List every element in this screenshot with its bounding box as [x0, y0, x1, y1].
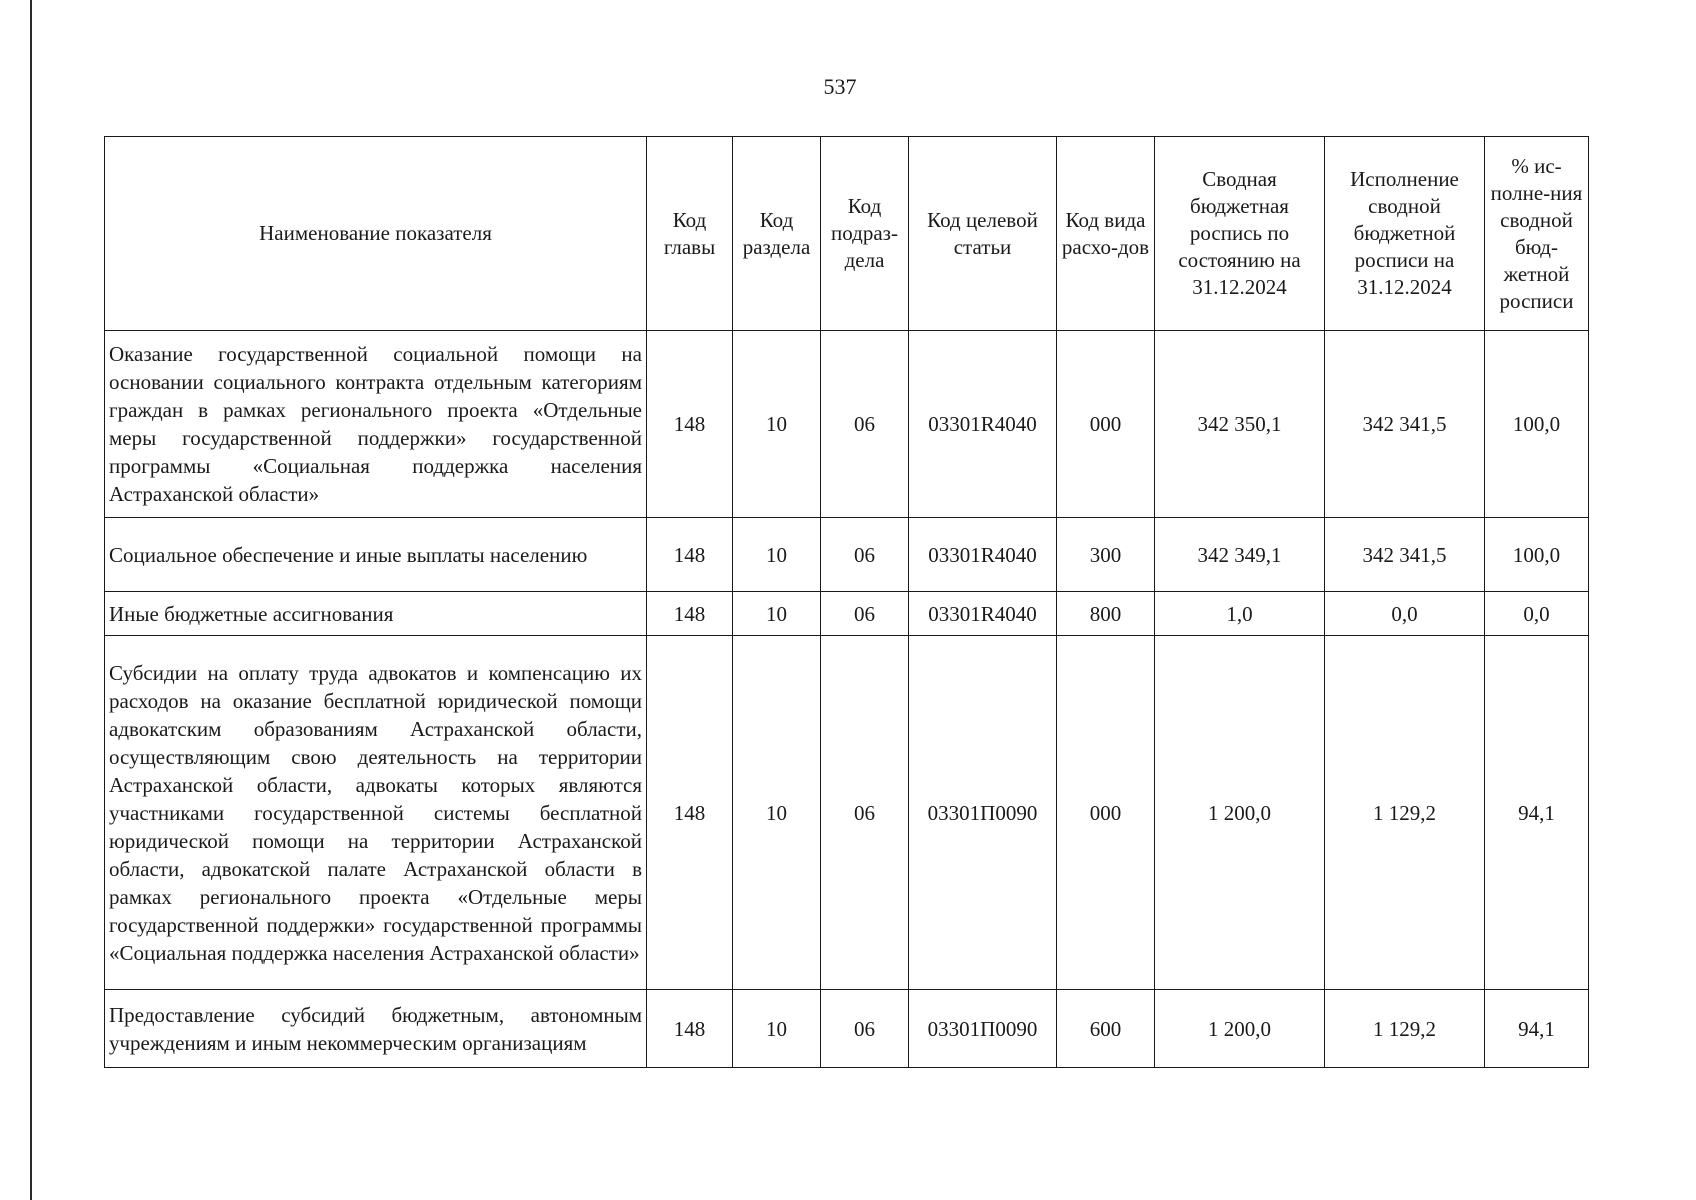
header-section-code: Код раздела	[733, 137, 821, 331]
row-target-article-code: 03301R4040	[909, 518, 1057, 592]
row-budget-plan: 342 349,1	[1155, 518, 1325, 592]
row-expense-type-code: 600	[1057, 990, 1155, 1068]
row-subsection-code: 06	[821, 990, 909, 1068]
row-expense-type-code: 000	[1057, 331, 1155, 518]
row-section-code: 10	[733, 518, 821, 592]
header-execution-percent: % ис-полне-ния сводной бюд-жетной росписи	[1485, 137, 1589, 331]
budget-execution-table	[104, 136, 1589, 1068]
row-target-article-code: 03301П0090	[909, 990, 1057, 1068]
row-target-article-code: 03301R4040	[909, 331, 1057, 518]
row-budget-plan: 1 200,0	[1155, 990, 1325, 1068]
row-subsection-code: 06	[821, 592, 909, 636]
row-section-code: 10	[733, 331, 821, 518]
table-row	[105, 592, 1589, 636]
row-indicator-name: Субсидии на оплату труда адвокатов и компенсацию их расходов на оказание бесплатной юридической помощи адвокатским образованиям Астраханской области, осуществляющим свою деятельность на территории Астраханской области, адвокаты которых являются участниками государственной системы бесплатной юридической помощи на территории Астраханской области, адвокатской палате Астраханской области в рамках регионального проекта «Отдельные меры государственной поддержки» государственной программы «Социальная поддержка населения Астраханской области»	[105, 636, 647, 990]
table-row	[105, 331, 1589, 518]
row-indicator-name: Иные бюджетные ассигнования	[105, 592, 647, 636]
table-row	[105, 990, 1589, 1068]
row-budget-plan: 1 200,0	[1155, 636, 1325, 990]
page-number: 537	[823, 74, 857, 99]
row-expense-type-code: 800	[1057, 592, 1155, 636]
row-target-article-code: 03301П0090	[909, 636, 1057, 990]
header-target-article-code: Код целевой статьи	[909, 137, 1057, 331]
row-chapter-code: 148	[647, 518, 733, 592]
row-indicator-name: Предоставление субсидий бюджетным, автономным учреждениям и иным некоммерческим организациям	[105, 990, 647, 1068]
page-binding-line	[30, 0, 32, 1200]
row-budget-execution: 0,0	[1325, 592, 1485, 636]
row-budget-execution: 342 341,5	[1325, 518, 1485, 592]
row-budget-execution: 1 129,2	[1325, 990, 1485, 1068]
row-target-article-code: 03301R4040	[909, 592, 1057, 636]
row-section-code: 10	[733, 592, 821, 636]
header-expense-type-code: Код вида расхо-дов	[1057, 137, 1155, 331]
row-subsection-code: 06	[821, 518, 909, 592]
row-execution-percent: 100,0	[1485, 331, 1589, 518]
row-budget-plan: 1,0	[1155, 592, 1325, 636]
row-chapter-code: 148	[647, 636, 733, 990]
row-budget-plan: 342 350,1	[1155, 331, 1325, 518]
row-expense-type-code: 300	[1057, 518, 1155, 592]
row-expense-type-code: 000	[1057, 636, 1155, 990]
header-budget-plan: Сводная бюджетная роспись по состоянию на 31.12.2024	[1155, 137, 1325, 331]
row-budget-execution: 342 341,5	[1325, 331, 1485, 518]
header-indicator-name: Наименование показателя	[105, 137, 647, 331]
row-subsection-code: 06	[821, 636, 909, 990]
row-section-code: 10	[733, 990, 821, 1068]
row-indicator-name: Социальное обеспечение и иные выплаты населению	[105, 518, 647, 592]
row-execution-percent: 0,0	[1485, 592, 1589, 636]
table-row	[105, 636, 1589, 990]
header-chapter-code: Код главы	[647, 137, 733, 331]
row-execution-percent: 94,1	[1485, 990, 1589, 1068]
table-header-row	[105, 137, 1589, 331]
row-indicator-name: Оказание государственной социальной помощи на основании социального контракта отдельным категориям граждан в рамках регионального проекта «Отдельные меры государственной поддержки» государственной программы «Социальная поддержка населения Астраханской области»	[105, 331, 647, 518]
header-budget-execution: Исполнение сводной бюджетной росписи на 31.12.2024	[1325, 137, 1485, 331]
row-subsection-code: 06	[821, 331, 909, 518]
row-chapter-code: 148	[647, 331, 733, 518]
row-chapter-code: 148	[647, 990, 733, 1068]
table-row	[105, 518, 1589, 592]
row-execution-percent: 100,0	[1485, 518, 1589, 592]
row-budget-execution: 1 129,2	[1325, 636, 1485, 990]
row-section-code: 10	[733, 636, 821, 990]
row-execution-percent: 94,1	[1485, 636, 1589, 990]
row-chapter-code: 148	[647, 592, 733, 636]
header-subsection-code: Код подраз-дела	[821, 137, 909, 331]
